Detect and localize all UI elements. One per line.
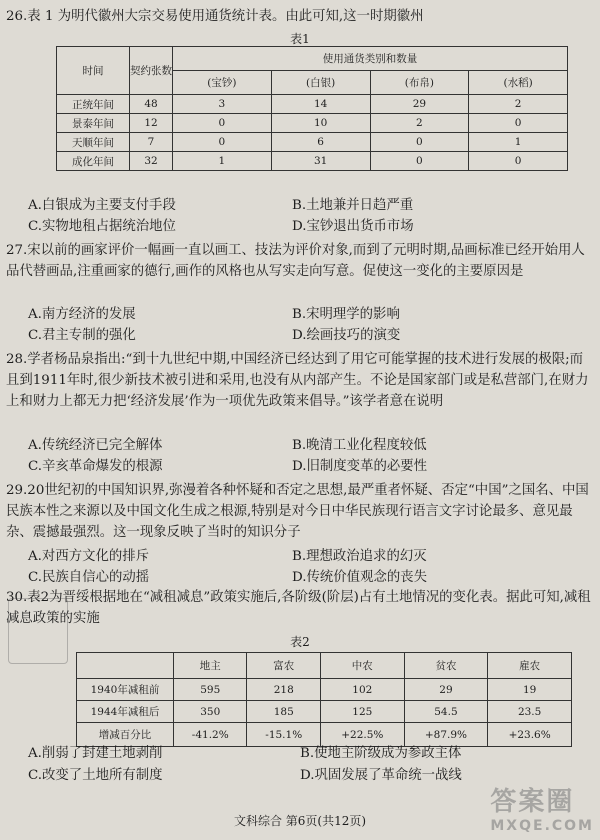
table-cell: 0: [173, 114, 272, 133]
table-cell: +23.6%: [488, 723, 572, 747]
question-29-stem: 29.20世纪初的中国知识界,弥漫着各种怀疑和否定之思想,最严重者怀疑、否定“中国”之国名、中国民族本性之来源以及中国文化生成之根源,特别是对今日中华民族现行语言文字讨论最多、意见最杂、震撼最强烈。这一现象反映了当时的知识分子: [6, 483, 589, 540]
q30-option-c: C.改变了土地所有制度: [28, 768, 163, 783]
table-cell: 595: [174, 679, 247, 701]
table-cell: 19: [488, 679, 572, 701]
table-2-header: 贫农: [404, 653, 488, 679]
table-1-type: (白银): [271, 71, 370, 95]
table-1-header-group: 使用通货类别和数量: [173, 47, 568, 71]
table-2-caption: 表2: [290, 635, 310, 649]
watermark-line-1: 答案圈: [490, 787, 575, 817]
table-row: [77, 679, 572, 701]
table-row: [77, 723, 572, 747]
table-cell: 23.5: [488, 701, 572, 723]
table-cell: 48: [130, 95, 173, 114]
table-cell: 54.5: [404, 701, 488, 723]
q28-option-c: C.辛亥革命爆发的根源: [28, 459, 163, 474]
q27-option-a: A.南方经济的发展: [28, 307, 136, 322]
question-28-stem: 28.学者杨品泉指出:“到十九世纪中期,中国经济已经达到了用它可能掌握的技术进行发展的极限;而且到1911年时,很少新技术被引进和采用,也没有从内部产生。不论是国家部门或是私营部门,在财力上和财力上都无力把‘经济发展’作为一项优先政策来倡导。”该学者意在说明: [6, 352, 589, 409]
q29-option-a: A.对西方文化的排斥: [28, 549, 150, 564]
table-cell: 6: [271, 133, 370, 152]
q28-option-d: D.旧制度变革的必要性: [292, 459, 428, 474]
faint-stamp-mark: [8, 598, 68, 664]
table-1-caption: 表1: [290, 32, 310, 46]
q26-option-b: B.土地兼并日趋严重: [292, 198, 414, 213]
watermark-line-2: MXQE.COM: [490, 818, 594, 834]
table-cell: 14: [271, 95, 370, 114]
table-2-header-blank: [77, 653, 174, 679]
watermark-logo: [490, 781, 594, 834]
q27-option-b: B.宋明理学的影响: [292, 307, 400, 322]
q30-option-d: D.巩固发展了革命统一战线: [300, 768, 462, 783]
table-cell: 0: [370, 152, 469, 171]
table-row: [57, 95, 568, 114]
q26-option-a: A.白银成为主要支付手段: [28, 198, 176, 213]
q30-option-b: B.使地主阶级成为参政主体: [300, 746, 462, 761]
table-cell: 29: [370, 95, 469, 114]
table-cell: 31: [271, 152, 370, 171]
table-2-header: 富农: [247, 653, 320, 679]
table-cell: 2: [469, 95, 568, 114]
table-cell: 32: [130, 152, 173, 171]
q28-option-b: B.晚清工业化程度较低: [292, 438, 427, 453]
table-cell: 2: [370, 114, 469, 133]
table-2: [76, 652, 572, 747]
table-cell: 125: [320, 701, 404, 723]
table-cell: 1: [173, 152, 272, 171]
table-cell: 正统年间: [57, 95, 130, 114]
table-cell: 12: [130, 114, 173, 133]
table-cell: 0: [370, 133, 469, 152]
table-cell: 景泰年间: [57, 114, 130, 133]
table-1-type: (布帛): [370, 71, 469, 95]
table-cell: 0: [469, 152, 568, 171]
table-cell: 天顺年间: [57, 133, 130, 152]
table-cell: 7: [130, 133, 173, 152]
table-1: [56, 46, 568, 171]
question-30-stem: 30.表2为晋绥根据地在“减租减息”政策实施后,各阶级(阶层)占有土地情况的变化表。据此可知,减租减息政策的实施: [6, 590, 591, 626]
q29-option-c: C.民族自信心的动摇: [28, 570, 150, 585]
table-cell: +87.9%: [404, 723, 488, 747]
table-cell: 1944年减租后: [77, 701, 174, 723]
table-row: [57, 152, 568, 171]
table-cell: 185: [247, 701, 320, 723]
table-cell: 1: [469, 133, 568, 152]
table-cell: 29: [404, 679, 488, 701]
table-1-header-count: 契约张数: [130, 47, 173, 95]
question-27-stem: 27.宋以前的画家评价一幅画一直以画工、技法为评价对象,而到了元明时期,品画标准已经开始用人品代替画品,注重画家的德行,画作的风格也从写实走向写意。促使这一变化的主要原因是: [6, 243, 585, 279]
table-cell: 成化年间: [57, 152, 130, 171]
table-cell: 102: [320, 679, 404, 701]
q30-option-a: A.削弱了封建土地剥削: [28, 746, 163, 761]
page-footer: 文科综合 第6页(共12页): [233, 814, 367, 828]
question-26-stem: 26.表 1 为明代徽州大宗交易使用通货统计表。由此可知,这一时期徽州: [6, 9, 424, 24]
table-2-header: 中农: [320, 653, 404, 679]
table-cell: 0: [173, 133, 272, 152]
table-cell: +22.5%: [320, 723, 404, 747]
table-row: [57, 114, 568, 133]
q27-option-c: C.君主专制的强化: [28, 328, 136, 343]
q29-option-d: D.传统价值观念的丧失: [292, 570, 428, 585]
table-cell: 1940年减租前: [77, 679, 174, 701]
table-1-type: (宝钞): [173, 71, 272, 95]
table-cell: 增减百分比: [77, 723, 174, 747]
q27-option-d: D.绘画技巧的演变: [292, 328, 401, 343]
table-cell: 350: [174, 701, 247, 723]
q26-option-c: C.实物地租占据统治地位: [28, 219, 176, 234]
table-2-header: 雇农: [488, 653, 572, 679]
table-cell: 0: [469, 114, 568, 133]
table-row: [77, 701, 572, 723]
table-cell: 218: [247, 679, 320, 701]
table-cell: 3: [173, 95, 272, 114]
table-1-type: (水稻): [469, 71, 568, 95]
table-cell: -15.1%: [247, 723, 320, 747]
table-2-header: 地主: [174, 653, 247, 679]
table-row: [57, 133, 568, 152]
q28-option-a: A.传统经济已完全解体: [28, 438, 163, 453]
table-cell: 10: [271, 114, 370, 133]
q26-option-d: D.宝钞退出货币市场: [292, 219, 414, 234]
q29-option-b: B.理想政治追求的幻灭: [292, 549, 427, 564]
table-cell: -41.2%: [174, 723, 247, 747]
table-1-header-time: 时间: [57, 47, 130, 95]
